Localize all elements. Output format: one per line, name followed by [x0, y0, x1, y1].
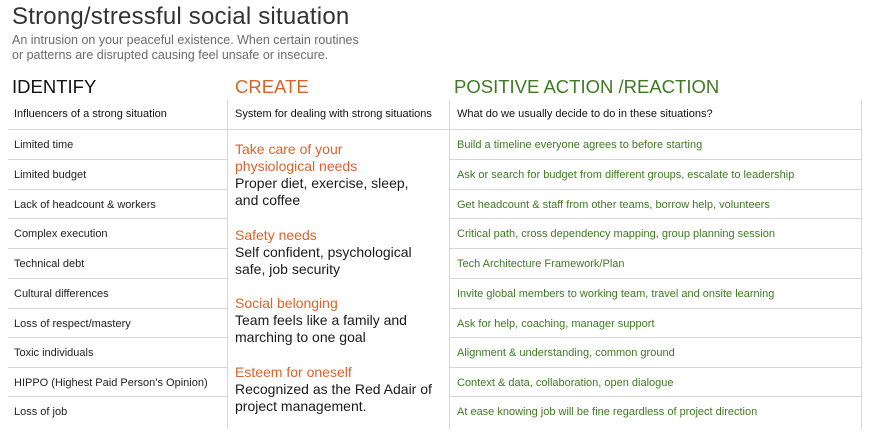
positive-item: Ask for help, coaching, manager support [457, 318, 655, 330]
positive-item: Invite global members to working team, travel and onsite learning [457, 288, 775, 300]
row-divider [8, 129, 227, 130]
row-divider [8, 396, 227, 397]
row-divider [450, 189, 861, 190]
row-divider [450, 129, 861, 130]
positive-item: At ease knowing job will be fine regardless of project direction [457, 406, 758, 418]
identify-subheading: Influencers of a strong situation [14, 108, 167, 120]
need-description: project management. [235, 398, 367, 414]
row-divider [228, 129, 449, 130]
positive-item: Context & data, collaboration, open dialogue [457, 377, 674, 389]
row-divider [8, 308, 227, 309]
identify-item: Complex execution [14, 228, 108, 240]
identify-item: Loss of job [14, 406, 68, 418]
create-heading: CREATE [235, 76, 309, 97]
subtitle-line: An intrusion on your peaceful existence. When certain routines [12, 33, 359, 47]
row-divider [450, 367, 861, 368]
identify-item: Toxic individuals [14, 347, 94, 359]
positive-item: Get headcount & staff from other teams, borrow help, volunteers [457, 199, 770, 211]
row-divider [8, 218, 227, 219]
create-subheading: System for dealing with strong situations [235, 108, 432, 120]
need-social-belonging [235, 295, 445, 346]
identify-heading: IDENTIFY [12, 76, 97, 97]
need-description: safe, job security [235, 261, 341, 277]
need-description: Proper diet, exercise, sleep, [235, 175, 409, 191]
need-safety [235, 227, 445, 278]
positive-item: Build a timeline everyone agrees to before starting [457, 139, 703, 151]
identify-item: Technical debt [14, 258, 85, 270]
need-physiological [235, 141, 445, 209]
identify-item: Limited time [14, 139, 74, 151]
need-title: physiological needs [235, 158, 358, 174]
identify-item: Loss of respect/mastery [14, 318, 131, 330]
identify-item: HIPPO (Highest Paid Person’s Opinion) [14, 377, 208, 389]
row-divider [450, 278, 861, 279]
need-description: and coffee [235, 192, 301, 208]
positive-item: Ask or search for budget from different groups, escalate to leadership [457, 169, 795, 181]
need-title: Safety needs [235, 227, 317, 243]
row-divider [450, 337, 861, 338]
need-description: Recognized as the Red Adair of [235, 381, 432, 397]
positive-item: Critical path, cross dependency mapping, group planning session [457, 228, 775, 240]
identify-item: Lack of headcount & workers [14, 199, 156, 211]
need-title: Social belonging [235, 295, 338, 311]
positive-item: Tech Architecture Framework/Plan [457, 258, 625, 270]
page-title: Strong/stressful social situation [12, 3, 350, 30]
need-description: Self confident, psychological [235, 244, 412, 260]
subtitle-line: or patterns are disrupted causing feel unsafe or insecure. [12, 48, 329, 62]
row-divider [8, 159, 227, 160]
row-divider [450, 159, 861, 160]
row-divider [450, 308, 861, 309]
row-divider [8, 278, 227, 279]
row-divider [450, 248, 861, 249]
identify-item: Limited budget [14, 169, 87, 181]
identify-item: Cultural differences [14, 288, 109, 300]
column-divider [861, 100, 862, 429]
row-divider [8, 189, 227, 190]
need-title: Take care of your [235, 141, 343, 157]
column-divider [227, 100, 228, 429]
column-divider [449, 100, 450, 429]
need-description: marching to one goal [235, 329, 366, 345]
positive-item: Alignment & understanding, common ground [457, 347, 675, 359]
row-divider [8, 337, 227, 338]
need-title: Esteem for oneself [235, 364, 352, 380]
need-description: Team feels like a family and [235, 312, 407, 328]
need-esteem [235, 364, 445, 415]
row-divider [450, 218, 861, 219]
row-divider [8, 367, 227, 368]
positive-subheading: What do we usually decide to do in these situations? [457, 108, 713, 120]
row-divider [450, 396, 861, 397]
row-divider [8, 248, 227, 249]
page-subtitle [12, 33, 392, 63]
positive-action-heading: POSITIVE ACTION /REACTION [454, 76, 720, 97]
